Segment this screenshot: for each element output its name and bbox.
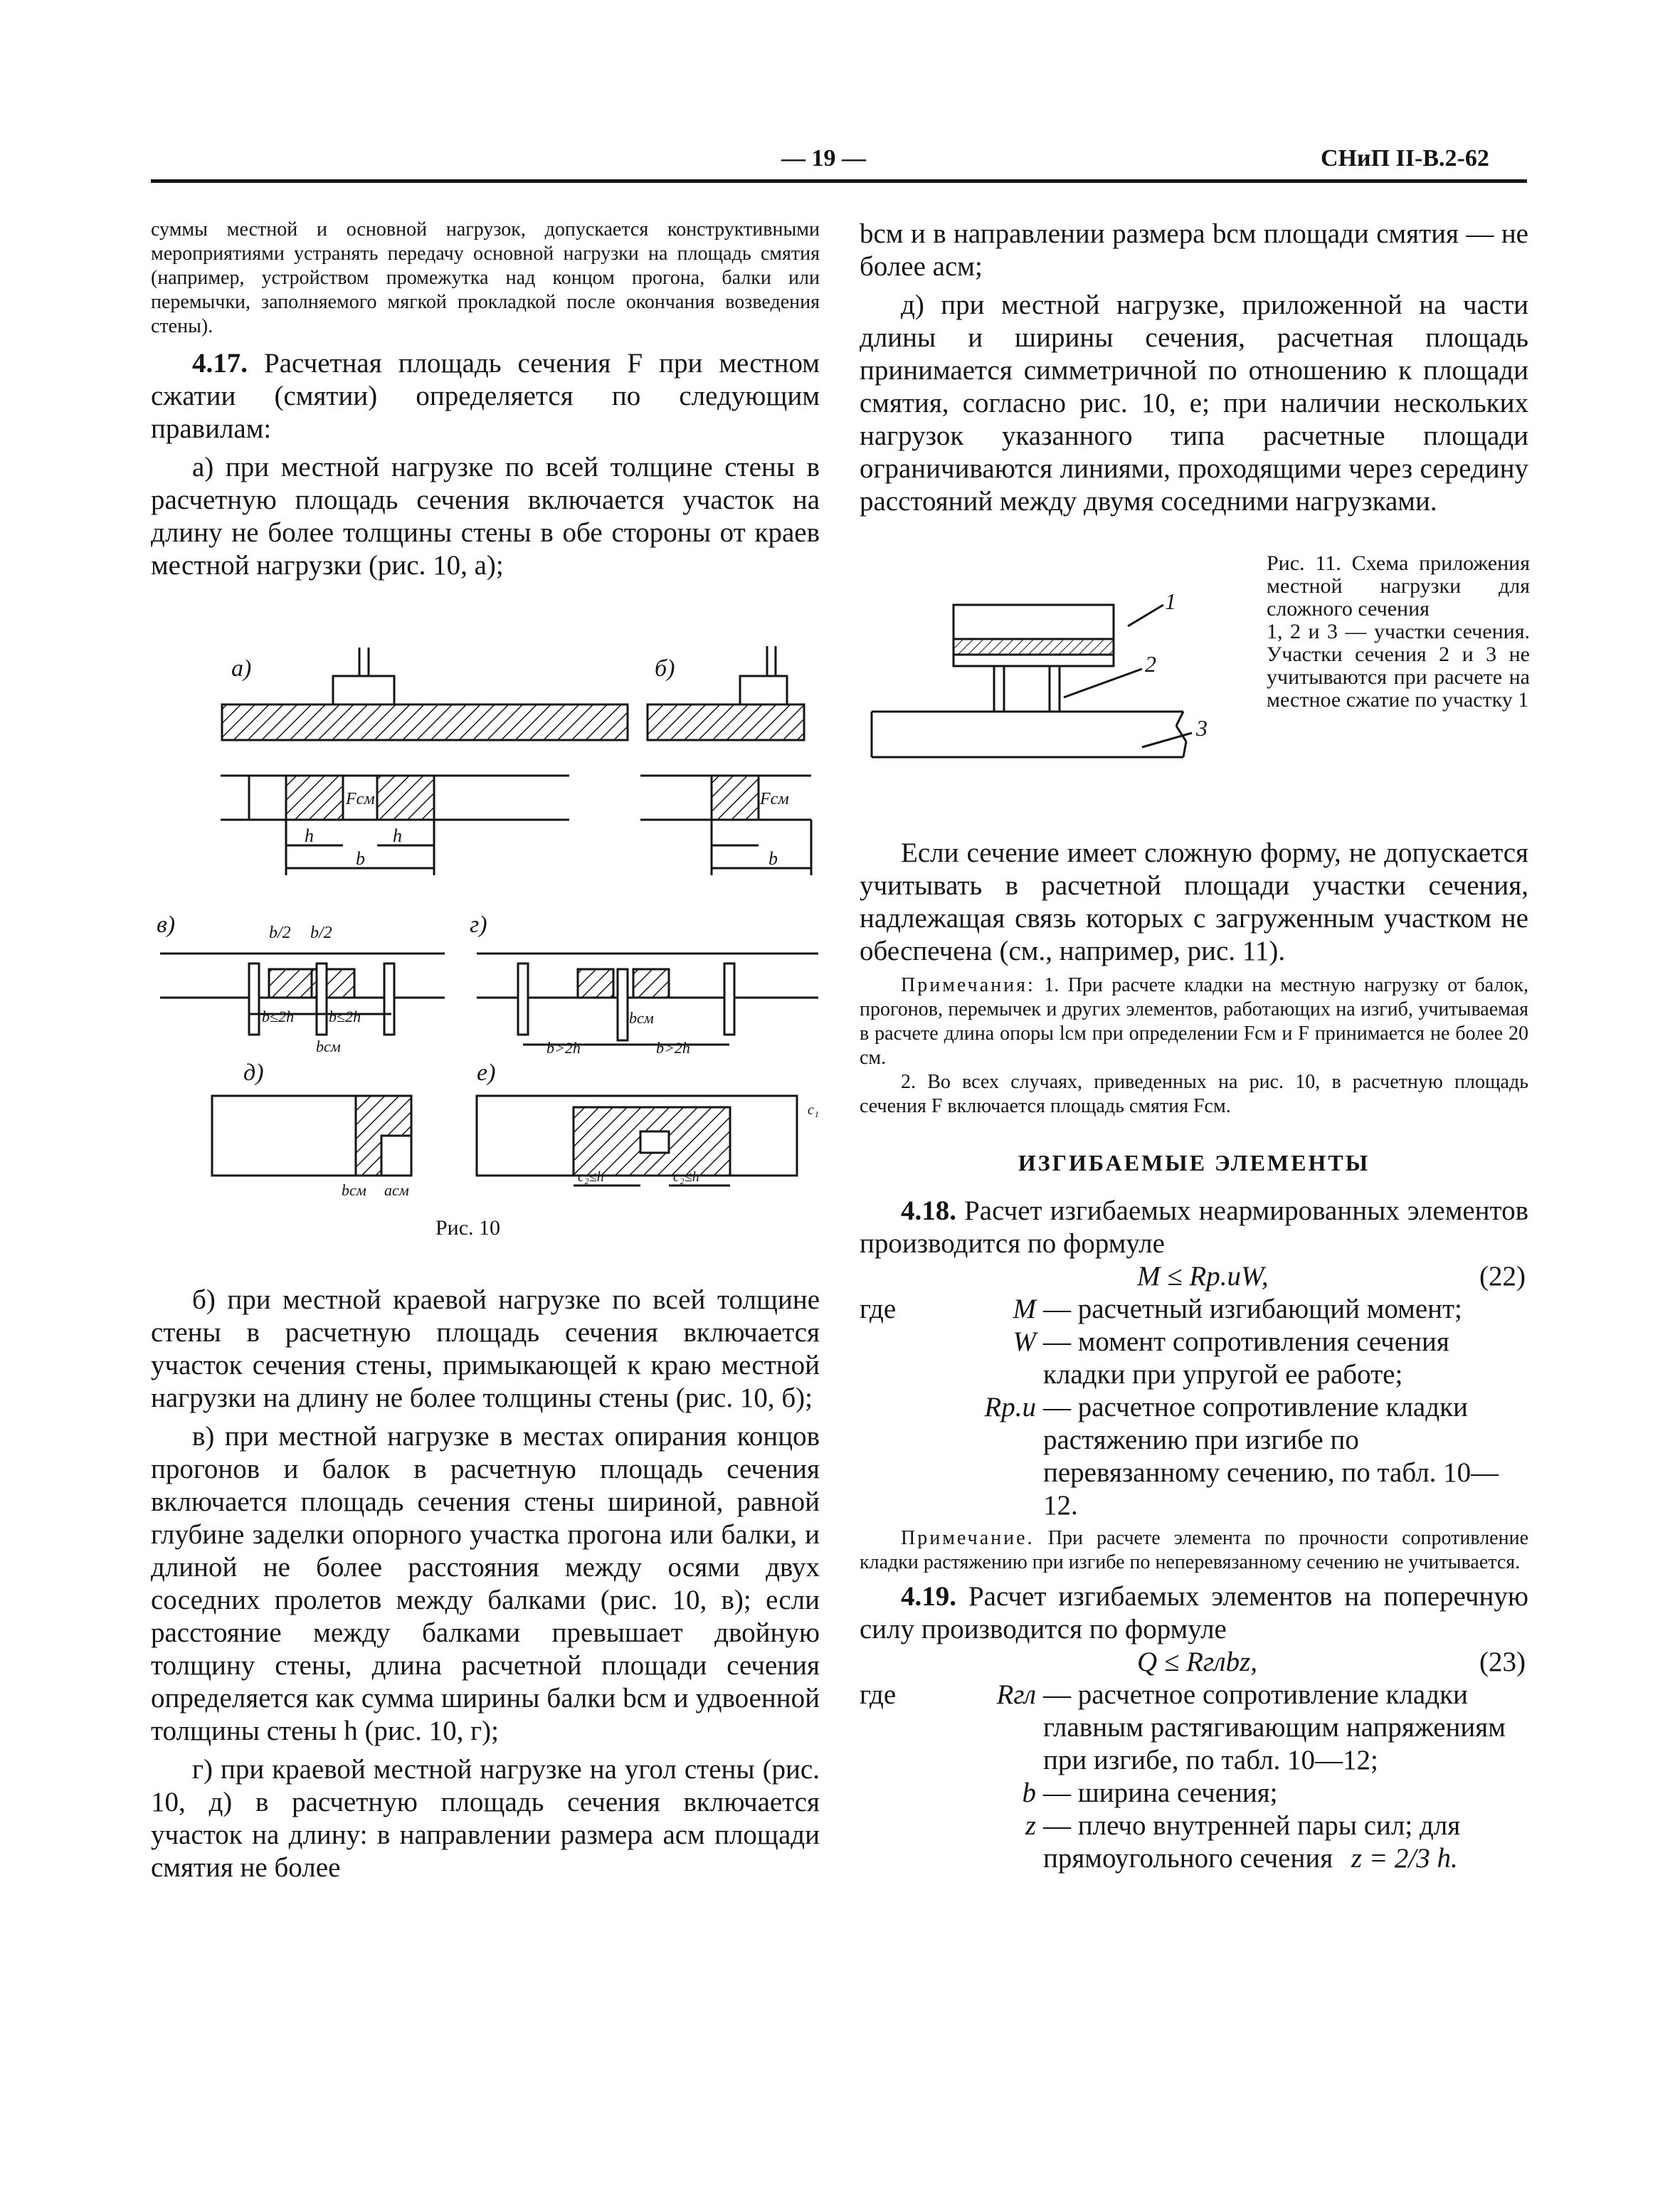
fig10-dim-h: h (393, 825, 402, 846)
clause-4-18 (860, 1195, 1528, 1260)
fig10-dim-b-gt-2h: b>2h (656, 1039, 690, 1057)
figure-10 (142, 633, 825, 1203)
fig10-dim-b: b (768, 848, 778, 869)
formula-23-number: (23) (1479, 1647, 1526, 1677)
definition-row (860, 1679, 1528, 1777)
fig10-label-v: в) (157, 912, 176, 938)
fig10-dim-c-le-h: c₂≤h (578, 1169, 604, 1185)
formula-23-definitions (860, 1679, 1528, 1875)
formula-22: M ≤ Rр.иW, (1137, 1261, 1269, 1292)
fig10-dim-b2: b/2 (269, 924, 291, 942)
definition-symbol: b (1022, 1778, 1036, 1808)
fig11-label-3: 3 (1196, 715, 1208, 741)
note-label: Примечание. (901, 1527, 1035, 1549)
right-column (860, 218, 1528, 524)
fig10-label-g: г) (470, 912, 487, 938)
clause-number: 4.17. (192, 348, 248, 379)
fig10-dim-h: h (305, 825, 314, 846)
formula-22-row (860, 1260, 1528, 1293)
fig10-dim-b2: b/2 (310, 924, 332, 942)
formula-23: Q ≤ Rглbz, (1137, 1647, 1258, 1677)
clause-4-19 (860, 1580, 1528, 1646)
definition-row (860, 1326, 1528, 1391)
note-3 (860, 1526, 1528, 1575)
definition-text: — плечо внутренней пары сил; для (1043, 1810, 1461, 1841)
figure-11-caption (1267, 552, 1530, 712)
definition-text: прямоугольного сечения (1043, 1843, 1333, 1874)
fig10-dim-c-le-h: c₂≤h (673, 1169, 699, 1185)
definition-symbol: M (1013, 1294, 1036, 1324)
fig10-dim-c1: c₁ (808, 1102, 819, 1118)
fig10-dim-bcm: bсм (316, 1037, 341, 1055)
fig11-label-1: 1 (1165, 588, 1176, 614)
clause-text: Расчетная площадь сечения F при местном сжатии (смятии) определяется по следующим правилам: (151, 348, 820, 444)
right-column-lower (860, 837, 1528, 1875)
rule-g-continuation: bсм и в направлении размера bсм площади смятия — не более aсм; (860, 218, 1528, 282)
where-label: где (860, 1679, 897, 1710)
note-1 (860, 973, 1528, 1070)
rect-section-formula: z = 2/3 h. (1351, 1843, 1458, 1874)
fig10-dim-Fcm: Fсм (760, 790, 789, 808)
definition-symbol: Rгл (996, 1679, 1036, 1710)
clause-text: Расчет изгибаемых элементов на поперечную силу производится по формуле (860, 1581, 1529, 1644)
fig10-dim-acm: aсм (384, 1181, 409, 1199)
definition-symbol: z (1025, 1810, 1036, 1841)
definition-row (860, 1391, 1528, 1522)
fig10-dim-b-le-2h: b≤2h (329, 1008, 361, 1025)
definition-row-last (860, 1842, 1528, 1875)
definition-text: — расчетный изгибающий момент; (1043, 1294, 1462, 1324)
definition-text: — ширина сечения; (1043, 1778, 1278, 1808)
definition-text: — расчетное сопротивление кладки главным растягивающим напряжениям при изгибе, по табл. 10—12; (1043, 1679, 1506, 1775)
fig10-label-e: е) (477, 1060, 496, 1086)
complex-section-paragraph: Если сечение имеет сложную форму, не допускается учитывать в расчетной площади участки сечения, надлежащая связь которых с загруженным участком не обеспечена (см., например, рис. 11). (860, 838, 1528, 966)
formula-23-row (860, 1646, 1528, 1679)
left-column (151, 218, 820, 588)
definition-text: — момент сопротивления сечения кладки при упругой ее работе; (1043, 1326, 1449, 1390)
formula-22-number: (22) (1479, 1261, 1526, 1292)
definition-row (860, 1293, 1528, 1326)
where-label: где (860, 1294, 897, 1324)
fig10-dim-b: b (356, 848, 365, 869)
header-rule (151, 179, 1527, 183)
note-1-text: 1. При расчете кладки на местную нагрузку от балок, прогонов, перемычек и других элементов, работающих на изгиб, учитываемая в расчете длина опоры lсм при определении Fсм и F принимается не более 20 см. (860, 974, 1529, 1069)
definition-text: — расчетное сопротивление кладки растяжению при изгибе по перевязанному сечению, по табл. 10—12. (1043, 1392, 1499, 1521)
fig11-label-2: 2 (1145, 651, 1156, 677)
definition-row (860, 1777, 1528, 1810)
definition-symbol: Rр.и (984, 1392, 1036, 1422)
definition-row (860, 1810, 1528, 1842)
fig10-label-b: б) (655, 655, 675, 682)
figure-10-caption: Рис. 10 (435, 1216, 501, 1240)
rule-g: г) при краевой местной нагрузке на угол стены (рис. 10, д) в расчетную площадь сечения включается участок на длину: в направлении размера aсм площади смятия не более (151, 1754, 820, 1883)
clause-number: 4.19. (901, 1581, 956, 1612)
intro-paragraph: суммы местной и основной нагрузок, допускается конструктивными мероприятиями устранять передачу основной нагрузки на площадь смятия (например, устройством промежутка над концом прогона, балки или перемычки, заполняемого мягкой прокладкой после окончания возведения стены). (151, 218, 820, 337)
figure-11 (857, 584, 1256, 769)
fig10-label-a: а) (231, 655, 252, 682)
rule-b: б) при местной краевой нагрузке по всей толщине стены в расчетную площадь сечения включается участок сечения стены, примыкающей к краю местной нагрузки на длину не более толщины стены (рис. 10, б); (151, 1284, 820, 1413)
fig10-label-d: д) (243, 1060, 264, 1086)
clause-4-17 (151, 347, 820, 445)
fig10-dim-bcm: bсм (342, 1181, 366, 1199)
clause-number: 4.18. (901, 1195, 956, 1226)
note-3-text: При расчете элемента по прочности сопротивление кладки растяжению при изгибе по неперевязанному сечению не учитывается. (860, 1527, 1529, 1573)
formula-22-definitions (860, 1293, 1528, 1522)
note-2: 2. Во всех случаях, приведенных на рис. 10, в расчетную площадь сечения F включается площадь смятия Fсм. (860, 1071, 1528, 1117)
rule-a: а) при местной нагрузке по всей толщине стены в расчетную площадь сечения включается участок на длину не более толщины стены в обе стороны от краев местной нагрузки (рис. 10, а); (151, 452, 820, 581)
fig10-dim-b-gt-2h: b>2h (546, 1039, 581, 1057)
rule-d: д) при местной нагрузке, приложенной на части длины и ширины сечения, расчетная площадь принимается симметричной по отношению к площади смятия, согласно рис. 10, е; при наличии нескольких нагрузок указанного типа расчетные площади ограничиваются линиями, проходящими через середину расстояний между двумя соседними нагрузками. (860, 290, 1528, 517)
page-number: — 19 — (781, 145, 866, 171)
rule-v: в) при местной нагрузке в местах опирания концов прогонов и балок в расчетную площадь сечения включается площадь сечения стены шириной, равной глубине заделки опорного участка прогона или балки, и длиной не более расстояния между осями двух соседних пролетов между балками (рис. 10, в); если расстояние между балками превышает двойную толщину стены, длина расчетной площади сечения определяется как сумма ширины балки bсм и удвоенной толщины стены h (рис. 10, г); (151, 1421, 820, 1746)
notes-label: Примечания: (901, 974, 1035, 996)
figure-11-caption-title: Рис. 11. Схема приложения местной нагрузки для сложного сечения (1267, 551, 1530, 621)
fig10-dim-bcm: bсм (629, 1009, 654, 1027)
figure-11-caption-legend: 1, 2 и 3 — участки сечения. Участки сечения 2 и 3 не учитываются при расчете на местное сжатие по участку 1 (1267, 620, 1530, 712)
clause-text: Расчет изгибаемых неармированных элементов производится по формуле (860, 1195, 1528, 1259)
section-heading: ИЗГИБАЕМЫЕ ЭЛЕМЕНТЫ (1018, 1150, 1370, 1176)
fig10-dim-Fcm: Fсм (346, 790, 375, 808)
document-code: СНиП II-В.2-62 (1321, 145, 1489, 171)
definition-symbol: W (1013, 1326, 1036, 1357)
left-column-lower (151, 1284, 820, 1890)
fig10-dim-b-le-2h: b≤2h (262, 1008, 295, 1025)
